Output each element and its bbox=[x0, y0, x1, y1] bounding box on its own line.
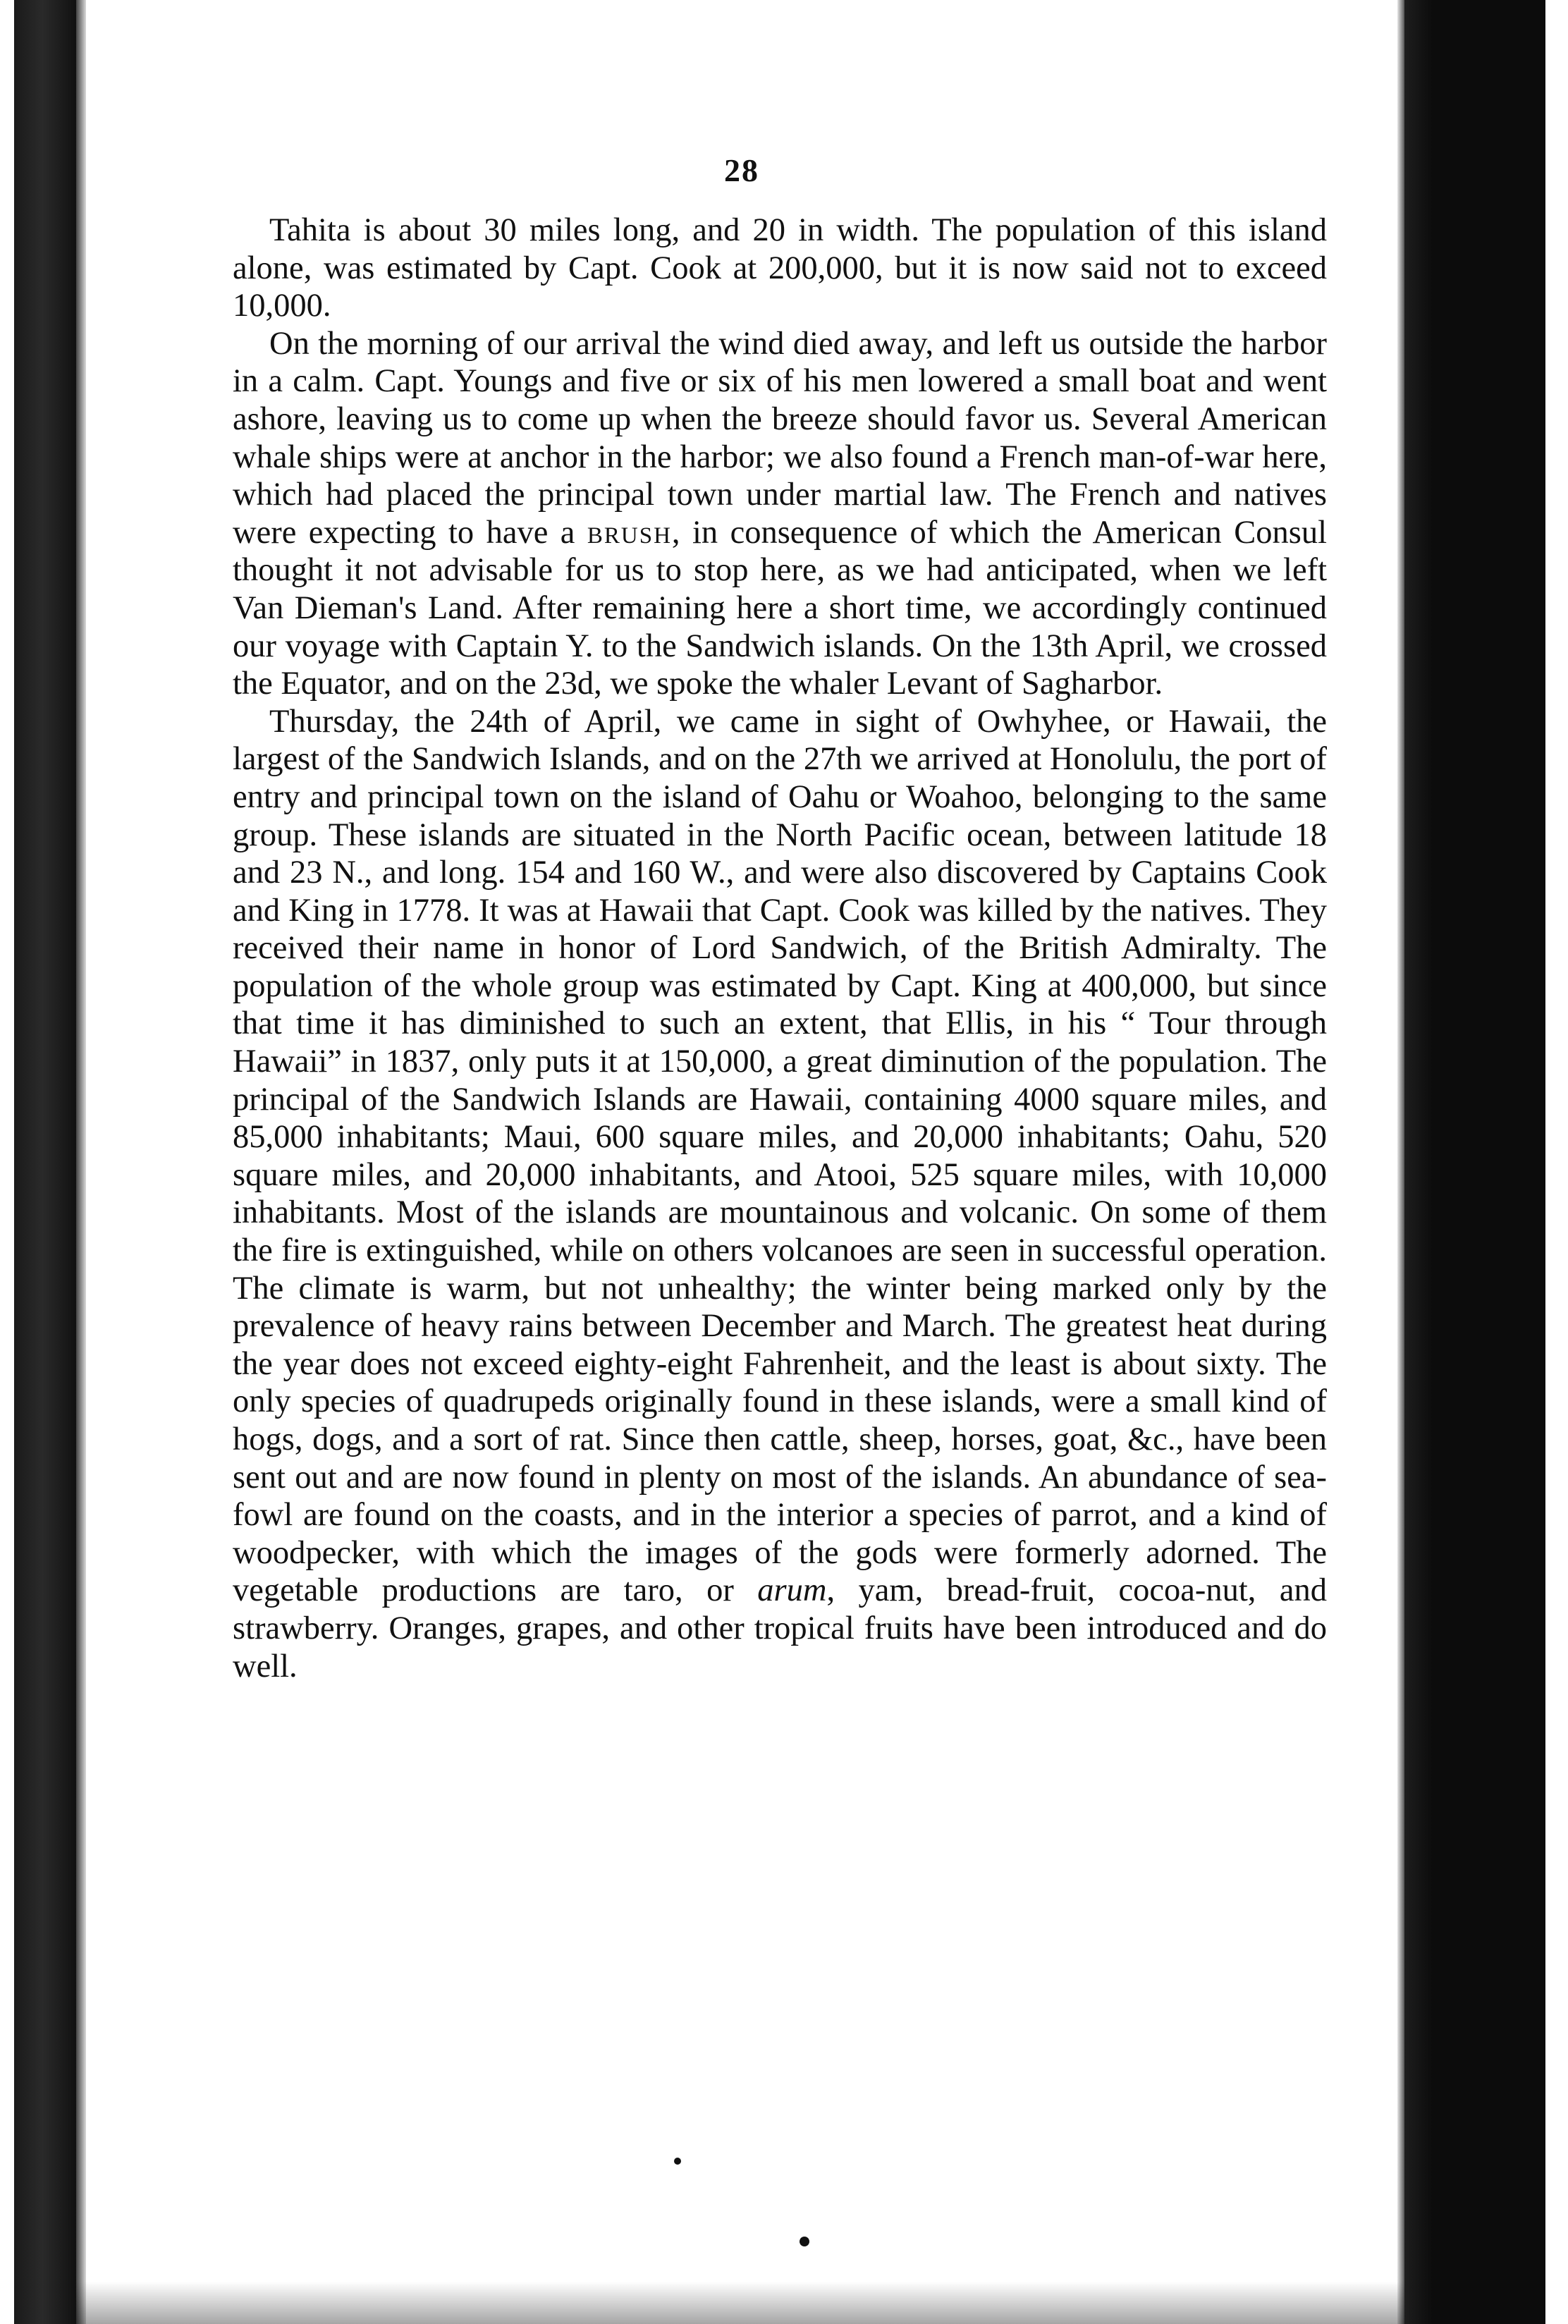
scan-speck-mark bbox=[800, 2237, 809, 2246]
paragraph-2-text-a: On the morning of our arrival the wind died away, and left us outside the harbor in a calm. Capt. Youngs and five or six of his men lowered a small boat and went ashore, leaving us to come up when the breeze should favor us. Several American whale ships were at anchor in the harbor; we also found a French man-of-war here, which had placed the principal town under martial law. The French and natives were expecting to have a bbox=[233, 325, 1327, 551]
paragraph-2-text-b: , in consequence of which the American Consul thought it not advisable for us to stop here, as we had anticipated, when we left Van Dieman's Land. After remaining here a short time, we accordingly continued our voyage with Captain Y. to the Sandwich islands. On the 13th April, we crossed the Equator, and on the 23d, we spoke the whaler Levant of Sagharbor. bbox=[233, 514, 1327, 702]
paragraph-1 bbox=[233, 212, 1327, 325]
scan-spine-edge bbox=[76, 0, 86, 2324]
paragraph-1-text: Tahita is about 30 miles long, and 20 in width. The population of this island alone, was estimated by Capt. Cook at 200,000, but it is now said not to exceed 10,000. bbox=[233, 212, 1327, 324]
paragraph-2 bbox=[233, 325, 1327, 703]
paragraph-3 bbox=[233, 703, 1327, 1685]
scan-speck-mark bbox=[674, 2158, 681, 2165]
page-number: 28 bbox=[724, 152, 759, 188]
paragraph-3-italic-word: arum bbox=[757, 1572, 827, 1609]
book-page bbox=[86, 0, 1397, 2324]
scan-right-edge bbox=[1397, 0, 1404, 2324]
paragraph-3-text-b: , yam, bread-fruit, cocoa-nut, and strawberry. Oranges, grapes, and other tropical fruits have been introduced and do well. bbox=[233, 1572, 1327, 1684]
paragraph-2-small-caps-word: brush bbox=[587, 514, 672, 551]
page-text-body bbox=[233, 212, 1327, 1685]
scan-spine-shadow bbox=[0, 0, 76, 2324]
scan-right-border bbox=[1404, 0, 1568, 2324]
paragraph-3-text-a: Thursday, the 24th of April, we came in sight of Owhyhee, or Hawaii, the largest of the Sandwich Islands, and on the 27th we arrived at Honolulu, the port of entry and principal town on the island of Oahu or Woahoo, belonging to the same group. These islands are situated in the North Pacific ocean, between latitude 18 and 23 N., and long. 154 and 160 W., and were also discovered by Captains Cook and King in 1778. It was at Hawaii that Capt. Cook was killed by the natives. They received their name in honor of Lord Sandwich, of the British Admiralty. The population of the whole group was estimated by Capt. King at 400,000, but since that time it has diminished to such an extent, that Ellis, in his “ Tour through Hawaii” in 1837, only puts it at 150,000, a great diminution of the population. The principal of the Sandwich Islands are Hawaii, containing 4000 square miles, and 85,000 inhabitants; Maui, 600 square miles, and 20,000 inhabitants; Oahu, 520 square miles, and 20,000 inhabitants, and Atooi, 525 square miles, with 10,000 inhabitants. Most of the islands are mountainous and volcanic. On some of them the fire is extinguished, while on others volcanoes are seen in successful operation. The climate is warm, but not unhealthy; the winter being marked only by the prevalence of heavy rains between December and March. The greatest heat during the year does not exceed eighty-eight Fahrenheit, and the least is about sixty. The only species of quadrupeds originally found in these islands, were a small kind of hogs, dogs, and a sort of rat. Since then cattle, sheep, horses, goat, &c., have been sent out and are now found in plenty on most of the islands. An abundance of sea-fowl are found on the coasts, and in the interior a species of parrot, and a kind of woodpecker, with which the images of the gods were formerly adorned. The vegetable productions are taro, or bbox=[233, 703, 1327, 1609]
